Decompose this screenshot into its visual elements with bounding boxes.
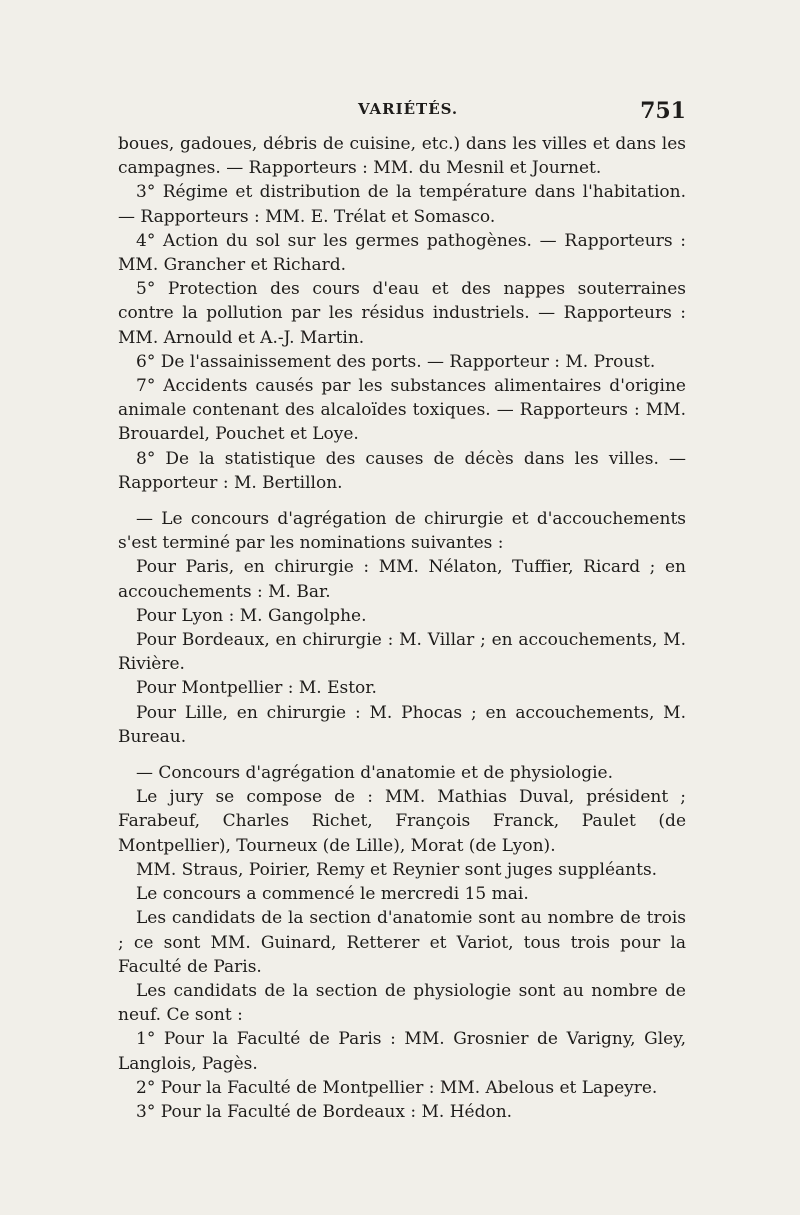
paragraph: Pour Bordeaux, en chirurgie : M. Villar ; en accouchements, M. Rivière. <box>118 630 686 675</box>
paragraph: Les candidats de la section de physiologie sont au nombre de neuf. Ce sont : <box>118 980 686 1026</box>
paragraph: 5° Protection des cours d'eau et des nappes souterraines contre la pollution par les résidus industriels. — Rapporteurs : MM. Arnould et A.-J. Martin. <box>118 279 686 348</box>
paragraph: 3° Pour la Faculté de Bordeaux : M. Hédon. <box>136 1101 513 1122</box>
paragraph: MM. Straus, Poirier, Remy et Reynier sont juges suppléants. <box>136 859 658 880</box>
paragraph: boues, gadoues, débris de cuisine, etc.) dans les villes et dans les campagnes. — Rapporteurs : MM. du Mesnil et Journet. <box>118 134 686 179</box>
paragraph: Pour Lille, en chirurgie : M. Phocas ; en accouchements, M. Bureau. <box>118 702 686 747</box>
paragraph: 4° Action du sol sur les germes pathogènes. — Rapporteurs : MM. Grancher et Richard. <box>118 230 686 276</box>
paragraph: Le concours a commencé le mercredi 15 mai. <box>136 884 529 905</box>
paragraph: Pour Paris, en chirurgie : MM. Nélaton, Tuffier, Ricard ; en accouchements : M. Bar. <box>118 557 686 602</box>
running-title: VARIÉTÉS. <box>358 100 459 118</box>
paragraph: 7° Accidents causés par les substances alimentaires d'origine animale contenant des alcaloïdes toxiques. — Rapporteurs : MM. Brouardel, Pouchet et Loye. <box>118 376 686 445</box>
section-gap <box>118 495 686 507</box>
paragraph: 1° Pour la Faculté de Paris : MM. Grosnier de Varigny, Gley, Langlois, Pagès. <box>118 1029 686 1074</box>
page-header <box>118 98 686 128</box>
paragraph: — Le concours d'agrégation de chirurgie et d'accouchements s'est terminé par les nominations suivantes : <box>118 509 686 554</box>
paragraph: 3° Régime et distribution de la température dans l'habitation. — Rapporteurs : MM. E. Trélat et Somasco. <box>118 182 686 227</box>
paragraph: Le jury se compose de : MM. Mathias Duval, président ; Farabeuf, Charles Richet, François Franck, Paulet (de Montpellier), Tourneux (de Lille), Morat (de Lyon). <box>118 787 686 856</box>
paragraph: — Concours d'agrégation d'anatomie et de physiologie. <box>136 763 613 784</box>
body-text <box>118 132 686 1124</box>
paragraph: 8° De la statistique des causes de décès dans les villes. — Rapporteur : M. Bertillon. <box>118 448 686 493</box>
paragraph: 2° Pour la Faculté de Montpellier : MM. Abelous et Lapeyre. <box>136 1077 658 1098</box>
section-gap <box>118 749 686 761</box>
paragraph: Pour Lyon : M. Gangolphe. <box>136 605 367 626</box>
paragraph: Les candidats de la section d'anatomie sont au nombre de trois ; ce sont MM. Guinard, Retterer et Variot, tous trois pour la Faculté de Paris. <box>118 908 686 977</box>
page-number: 751 <box>640 98 686 124</box>
paragraph: Pour Montpellier : M. Estor. <box>136 678 377 699</box>
paragraph: 6° De l'assainissement des ports. — Rapporteur : M. Proust. <box>136 351 656 372</box>
